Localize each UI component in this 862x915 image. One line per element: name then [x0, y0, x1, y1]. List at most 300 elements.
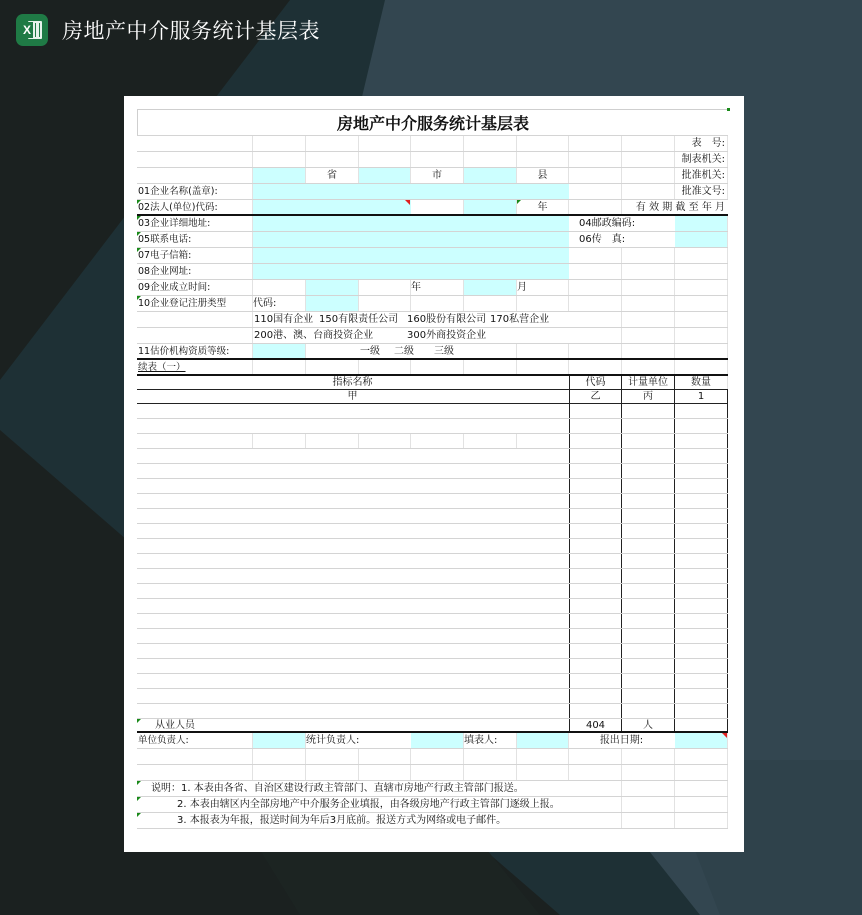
row-unit: 人 — [622, 719, 675, 731]
cell[interactable] — [253, 136, 306, 151]
qty-cell[interactable] — [675, 449, 728, 463]
website-input[interactable] — [253, 264, 569, 279]
cell[interactable] — [622, 248, 675, 263]
row-founded — [137, 280, 728, 296]
name-cell[interactable] — [137, 659, 569, 673]
row-reg-types-1 — [137, 312, 728, 328]
company-name-label: 01企业名称(盖章): — [137, 184, 253, 199]
table-row-empty — [137, 614, 728, 629]
row-signatures — [137, 733, 728, 749]
cell[interactable] — [517, 749, 569, 764]
cell[interactable] — [622, 264, 675, 279]
name-cell[interactable] — [137, 674, 569, 688]
cell[interactable] — [306, 360, 359, 374]
cell[interactable] — [675, 248, 728, 263]
cell[interactable] — [306, 152, 359, 167]
unit-cell[interactable] — [622, 599, 675, 613]
cell[interactable] — [569, 152, 622, 167]
sheet-title: 房地产中介服务统计基层表 — [336, 114, 529, 133]
unit-cell[interactable] — [622, 614, 675, 628]
code-cell[interactable] — [569, 614, 622, 628]
report-date-label: 报出日期: — [599, 735, 644, 746]
unit-cell[interactable] — [622, 494, 675, 508]
reg-type-110: 110国有企业 — [254, 314, 314, 325]
qty-cell[interactable] — [675, 509, 728, 523]
cell[interactable] — [359, 434, 411, 448]
cell[interactable] — [569, 813, 622, 828]
row-continued — [137, 360, 728, 376]
table-row-empty — [137, 569, 728, 584]
postcode-input[interactable] — [675, 216, 728, 231]
cell[interactable] — [517, 360, 569, 374]
qty-cell[interactable] — [675, 584, 728, 598]
grade-1: 一级 — [360, 346, 380, 357]
county-input[interactable] — [464, 168, 517, 183]
cell[interactable] — [253, 280, 306, 295]
table-row-empty — [137, 494, 728, 509]
code-cell[interactable] — [569, 464, 622, 478]
name-cell[interactable] — [137, 509, 569, 523]
name-cell[interactable] — [137, 449, 569, 463]
unit-cell[interactable] — [622, 434, 675, 448]
qty-cell[interactable] — [675, 479, 728, 493]
cell[interactable] — [622, 749, 675, 764]
code-cell[interactable] — [569, 644, 622, 658]
qty-cell[interactable] — [675, 569, 728, 583]
cell[interactable] — [464, 749, 517, 764]
code-cell[interactable] — [569, 494, 622, 508]
table-row — [137, 719, 728, 733]
qty-cell[interactable] — [675, 464, 728, 478]
founded-year-input[interactable] — [306, 280, 359, 295]
cell[interactable] — [137, 168, 253, 183]
filler-label: 填表人: — [464, 733, 517, 748]
code-cell[interactable] — [569, 509, 622, 523]
unit-cell[interactable] — [622, 419, 675, 433]
cell[interactable] — [359, 765, 411, 780]
city-label: 市 — [411, 168, 464, 183]
province-input[interactable] — [253, 168, 306, 183]
cell-marker-icon — [727, 108, 730, 111]
note-2: 2. 本表由辖区内全部房地产中介服务企业填报，由各级房地产行政主管部门逐级上报。 — [137, 797, 569, 812]
year-label: 年 — [517, 200, 569, 214]
spreadsheet-page — [124, 96, 744, 852]
qty-cell[interactable] — [675, 644, 728, 658]
cell[interactable] — [137, 312, 253, 327]
email-label: 07电子信箱: — [137, 248, 253, 263]
cell[interactable] — [306, 434, 359, 448]
table-row-empty — [137, 464, 728, 479]
cell[interactable] — [411, 136, 464, 151]
qty-cell[interactable] — [675, 674, 728, 688]
name-cell[interactable] — [137, 464, 569, 478]
cell[interactable] — [253, 152, 306, 167]
col-header-unit: 计量单位 — [622, 376, 675, 389]
unit-cell[interactable] — [622, 554, 675, 568]
email-input[interactable] — [253, 248, 569, 263]
cell[interactable] — [411, 296, 464, 311]
cell[interactable] — [569, 797, 622, 812]
table-row-empty — [137, 704, 728, 719]
excel-icon: X — [16, 14, 48, 46]
phone-input[interactable] — [253, 232, 569, 247]
unit-head-input[interactable] — [253, 733, 306, 748]
cell[interactable] — [569, 264, 622, 279]
table-row-empty — [137, 554, 728, 569]
code-cell[interactable] — [569, 449, 622, 463]
qty-cell[interactable] — [675, 689, 728, 703]
city-input[interactable] — [359, 168, 411, 183]
name-cell[interactable] — [137, 689, 569, 703]
cell[interactable] — [675, 328, 728, 343]
name-cell[interactable] — [137, 524, 569, 538]
qty-cell[interactable] — [675, 434, 728, 448]
note-row — [137, 813, 728, 829]
table-row-empty — [137, 524, 728, 539]
unit-cell[interactable] — [622, 644, 675, 658]
cell[interactable] — [569, 184, 622, 199]
unit-cell[interactable] — [622, 704, 675, 718]
cell[interactable] — [359, 280, 411, 295]
code-cell[interactable] — [569, 419, 622, 433]
unit-cell[interactable] — [622, 539, 675, 553]
code-cell[interactable] — [569, 524, 622, 538]
cell[interactable] — [359, 296, 411, 311]
cell[interactable] — [622, 312, 675, 327]
unit-cell[interactable] — [622, 584, 675, 598]
cell[interactable] — [622, 813, 675, 828]
row-legal-code — [137, 200, 728, 216]
grade-options — [306, 344, 464, 358]
table-row-empty — [137, 644, 728, 659]
code-cell[interactable] — [569, 629, 622, 643]
reg-type-160: 160股份有限公司 — [407, 314, 487, 325]
row-blank-2 — [137, 765, 728, 781]
cell[interactable] — [569, 296, 622, 311]
cell[interactable] — [569, 749, 622, 764]
filler-input[interactable] — [517, 733, 569, 748]
cell[interactable] — [675, 264, 728, 279]
stats-head-input[interactable] — [411, 733, 464, 748]
cell[interactable] — [306, 749, 359, 764]
year-input[interactable] — [464, 200, 517, 214]
qty-cell[interactable] — [675, 494, 728, 508]
code-cell[interactable] — [569, 404, 622, 418]
cell[interactable] — [622, 344, 675, 358]
cell[interactable] — [569, 344, 622, 358]
unit-cell[interactable] — [622, 524, 675, 538]
qty-cell[interactable] — [675, 599, 728, 613]
report-date-input[interactable] — [675, 733, 728, 748]
cell[interactable] — [359, 749, 411, 764]
cell[interactable] — [253, 434, 306, 448]
qty-cell[interactable] — [675, 629, 728, 643]
cell[interactable] — [517, 152, 569, 167]
cell[interactable] — [622, 136, 675, 151]
row-reg-type — [137, 296, 728, 312]
cell[interactable] — [464, 765, 517, 780]
name-cell[interactable] — [137, 629, 569, 643]
cell[interactable] — [675, 296, 728, 311]
cell[interactable] — [359, 360, 411, 374]
qty-cell[interactable] — [675, 419, 728, 433]
cell[interactable] — [675, 749, 728, 764]
col-header-name: 指标名称 — [332, 377, 373, 388]
cell[interactable] — [675, 781, 728, 796]
cell[interactable] — [517, 434, 569, 448]
cell[interactable] — [253, 360, 306, 374]
col-sub-name: 甲 — [347, 391, 358, 402]
grade-2: 二级 — [394, 346, 414, 357]
qty-cell[interactable] — [675, 659, 728, 673]
col-sub-qty: 1 — [675, 390, 728, 403]
code-cell[interactable] — [569, 539, 622, 553]
reg-code-label: 代码: — [253, 296, 306, 311]
issuer-label: 制表机关: — [675, 152, 728, 167]
valid-until-label: 有 效 期 截 至 年 月 — [635, 202, 725, 213]
approver-label: 批准机关: — [675, 168, 728, 183]
cell[interactable] — [622, 184, 675, 199]
unit-cell[interactable] — [622, 569, 675, 583]
table-header-row — [137, 376, 728, 390]
founded-month-input[interactable] — [464, 280, 517, 295]
note-3: 3. 本报表为年报，报送时间为年后3月底前。报送方式为网络或电子邮件。 — [137, 813, 569, 828]
cell[interactable] — [137, 765, 253, 780]
cell[interactable] — [569, 328, 622, 343]
cell[interactable] — [137, 136, 253, 151]
unit-cell[interactable] — [622, 509, 675, 523]
fax-label: 06传 真: — [579, 234, 626, 245]
cell[interactable] — [253, 749, 306, 764]
founded-label: 09企业成立时间: — [137, 280, 253, 295]
note-1: 说明：1. 本表由各省、自治区建设行政主管部门、直辖市房地产行政主管部门报送。 — [137, 781, 569, 796]
title-row — [137, 109, 728, 136]
row-grade — [137, 344, 728, 360]
note-row — [137, 781, 728, 797]
table-row-empty — [137, 449, 728, 464]
notes-section — [137, 781, 728, 829]
row-region — [137, 168, 728, 184]
cell[interactable] — [675, 765, 728, 780]
cell[interactable] — [517, 296, 569, 311]
cell[interactable] — [569, 280, 622, 295]
name-cell[interactable] — [137, 539, 569, 553]
code-cell[interactable] — [569, 434, 622, 448]
table-subheader-row — [137, 390, 728, 404]
cell[interactable] — [137, 749, 253, 764]
unit-head-label: 单位负责人: — [137, 733, 253, 748]
cell[interactable] — [569, 360, 622, 374]
spreadsheet-grid — [137, 109, 728, 829]
qty-cell[interactable] — [675, 404, 728, 418]
row-qty-input[interactable] — [675, 719, 728, 731]
code-cell[interactable] — [569, 674, 622, 688]
table-row-empty — [137, 419, 728, 434]
name-cell[interactable] — [137, 419, 569, 433]
cell[interactable] — [306, 136, 359, 151]
legal-code-input[interactable] — [253, 200, 411, 214]
unit-cell[interactable] — [622, 629, 675, 643]
grade-3: 三级 — [434, 346, 454, 357]
table-row-empty — [137, 434, 728, 449]
row-reg-types-2 — [137, 328, 728, 344]
qty-cell[interactable] — [675, 539, 728, 553]
reg-type-options — [253, 312, 569, 327]
founded-year-label: 年 — [411, 280, 464, 295]
name-cell[interactable] — [137, 569, 569, 583]
reg-type-300: 300外商投资企业 — [407, 330, 487, 341]
postcode-label: 04邮政编码: — [579, 218, 636, 229]
cell[interactable] — [569, 312, 622, 327]
cell[interactable] — [306, 765, 359, 780]
cell[interactable] — [411, 749, 464, 764]
cell[interactable] — [464, 296, 517, 311]
province-label: 省 — [306, 168, 359, 183]
county-label: 县 — [517, 168, 569, 183]
name-cell[interactable] — [137, 614, 569, 628]
cell[interactable] — [464, 136, 517, 151]
reg-type-200: 200港、澳、台商投资企业 — [254, 330, 374, 341]
code-cell[interactable] — [569, 479, 622, 493]
code-cell[interactable] — [569, 704, 622, 718]
cell[interactable] — [359, 152, 411, 167]
cell[interactable] — [411, 360, 464, 374]
row-code: 404 — [569, 719, 622, 731]
qty-cell[interactable] — [675, 704, 728, 718]
cell[interactable] — [622, 328, 675, 343]
legal-code-label: 02法人(单位)代码: — [137, 200, 253, 214]
cell[interactable] — [411, 152, 464, 167]
founded-month-label: 月 — [517, 280, 569, 295]
col-header-qty: 数量 — [675, 376, 728, 389]
cell[interactable] — [675, 280, 728, 295]
cell[interactable] — [675, 797, 728, 812]
cell[interactable] — [464, 434, 517, 448]
row-name: 从业人员 — [137, 719, 569, 731]
row-table-no — [137, 136, 728, 152]
cell[interactable] — [675, 344, 728, 358]
col-sub-code: 乙 — [569, 390, 622, 403]
name-cell[interactable] — [137, 599, 569, 613]
cell[interactable] — [411, 434, 464, 448]
row-phone — [137, 232, 728, 248]
reg-type-150: 150有限责任公司 — [319, 314, 399, 325]
col-sub-unit: 丙 — [622, 390, 675, 403]
window-title: 房地产中介服务统计基层表 — [62, 19, 320, 43]
table-row-empty — [137, 584, 728, 599]
code-cell[interactable] — [569, 554, 622, 568]
approval-no-label: 批准文号: — [675, 184, 728, 199]
cell[interactable] — [137, 328, 253, 343]
cell[interactable] — [622, 168, 675, 183]
cell[interactable] — [411, 200, 464, 214]
name-cell[interactable] — [137, 554, 569, 568]
cell[interactable] — [569, 200, 622, 214]
name-cell[interactable] — [137, 584, 569, 598]
cell[interactable] — [675, 813, 728, 828]
code-cell[interactable] — [569, 569, 622, 583]
cell[interactable] — [359, 136, 411, 151]
unit-cell[interactable] — [622, 449, 675, 463]
cell[interactable] — [517, 136, 569, 151]
unit-cell[interactable] — [622, 404, 675, 418]
unit-cell[interactable] — [622, 479, 675, 493]
fax-input[interactable] — [675, 232, 728, 247]
table-row-empty — [137, 509, 728, 524]
cell[interactable] — [675, 360, 728, 374]
cell[interactable] — [569, 248, 622, 263]
qty-cell[interactable] — [675, 614, 728, 628]
name-cell[interactable] — [137, 644, 569, 658]
code-cell[interactable] — [569, 584, 622, 598]
table-row-empty — [137, 479, 728, 494]
reg-type-label: 10企业登记注册类型 — [137, 296, 253, 311]
cell[interactable] — [464, 152, 517, 167]
table-row-empty — [137, 539, 728, 554]
cell[interactable] — [569, 168, 622, 183]
name-cell[interactable] — [137, 494, 569, 508]
cell[interactable] — [622, 797, 675, 812]
cell[interactable] — [569, 781, 622, 796]
address-label: 03企业详细地址: — [137, 216, 253, 231]
row-email — [137, 248, 728, 264]
qty-cell[interactable] — [675, 524, 728, 538]
reg-code-input[interactable] — [306, 296, 359, 311]
cell[interactable] — [622, 360, 675, 374]
table-row-empty — [137, 659, 728, 674]
cell[interactable] — [464, 344, 517, 358]
stats-head-label: 统计负责人: — [306, 735, 360, 746]
name-cell[interactable] — [137, 479, 569, 493]
cell[interactable] — [253, 765, 306, 780]
unit-cell[interactable] — [622, 464, 675, 478]
cell[interactable] — [622, 296, 675, 311]
unit-cell[interactable] — [622, 674, 675, 688]
code-cell[interactable] — [569, 689, 622, 703]
qty-cell[interactable] — [675, 554, 728, 568]
cell[interactable] — [137, 434, 253, 448]
row-blank-1 — [137, 749, 728, 765]
cell[interactable] — [622, 765, 675, 780]
cell[interactable] — [137, 152, 253, 167]
unit-cell[interactable] — [622, 659, 675, 673]
company-name-input[interactable] — [253, 184, 569, 199]
cell[interactable] — [622, 152, 675, 167]
cell[interactable] — [622, 280, 675, 295]
row-company-name — [137, 184, 728, 200]
table-row-empty — [137, 599, 728, 614]
cell[interactable] — [411, 765, 464, 780]
cell[interactable] — [569, 136, 622, 151]
cell[interactable] — [675, 312, 728, 327]
row-address — [137, 216, 728, 232]
grade-label: 11估价机构资质等级: — [137, 344, 253, 358]
name-cell[interactable] — [137, 404, 569, 418]
continued-label: 续表（一） — [137, 360, 253, 374]
cell[interactable] — [517, 344, 569, 358]
grade-input[interactable] — [253, 344, 306, 358]
cell[interactable] — [622, 781, 675, 796]
unit-cell[interactable] — [622, 689, 675, 703]
cell[interactable] — [464, 360, 517, 374]
cell[interactable] — [569, 765, 622, 780]
cell[interactable] — [517, 765, 569, 780]
code-cell[interactable] — [569, 659, 622, 673]
name-cell[interactable] — [137, 704, 569, 718]
table-row-empty — [137, 629, 728, 644]
address-input[interactable] — [253, 216, 569, 231]
code-cell[interactable] — [569, 599, 622, 613]
